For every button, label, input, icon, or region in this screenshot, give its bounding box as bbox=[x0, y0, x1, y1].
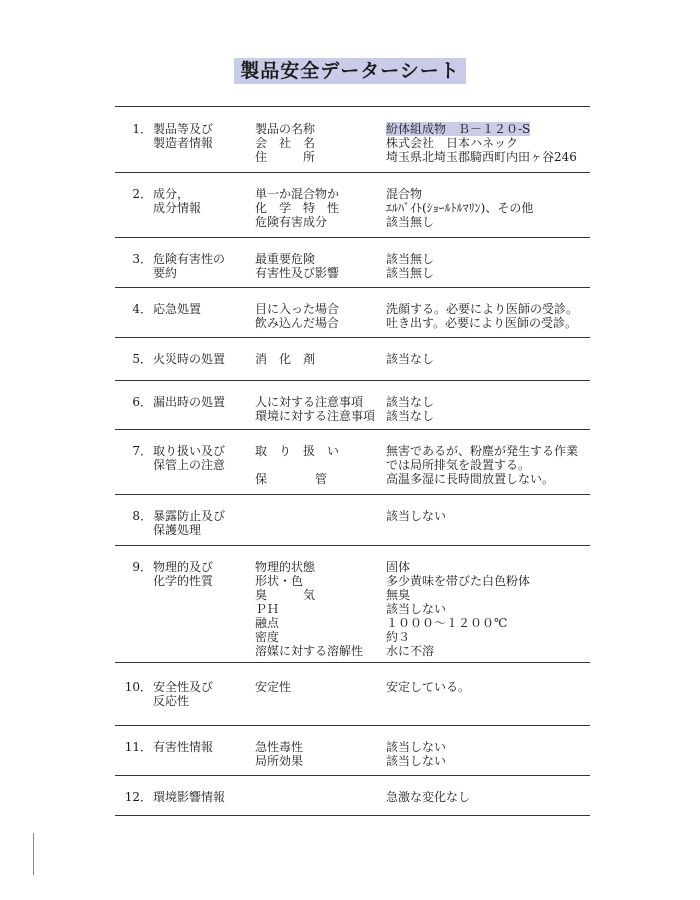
section-heading: 物理的及び 化学的性質 bbox=[153, 560, 214, 588]
item-label: 環境に対する注意事項 bbox=[255, 409, 376, 423]
item-value: 多少黄味を帯びた白色粉体 bbox=[386, 574, 531, 588]
section-heading: 火災時の処置 bbox=[153, 352, 226, 366]
scan-edge-mark bbox=[33, 833, 34, 875]
item-value: 約３ bbox=[386, 630, 411, 644]
item-value: 安定している。 bbox=[386, 680, 471, 694]
section-heading: 取り扱い及び 保管上の注意 bbox=[153, 444, 226, 472]
item-labels bbox=[255, 252, 339, 280]
item-value: 固体 bbox=[386, 560, 411, 574]
item-value: 該当無し bbox=[386, 215, 435, 229]
title-wrap bbox=[0, 58, 700, 84]
item-label: 溶媒に対する溶解性 bbox=[255, 644, 364, 658]
divider-line bbox=[115, 775, 590, 776]
item-label: 有害性及び影響 bbox=[255, 266, 340, 280]
item-values bbox=[386, 680, 470, 694]
item-value: 該当しない bbox=[386, 754, 447, 768]
product-name-value: 紛体組成物 Ｂ－１２０-S bbox=[386, 122, 531, 136]
item-values bbox=[386, 252, 434, 280]
item-labels bbox=[255, 352, 315, 366]
item-value: 無臭 bbox=[386, 588, 411, 602]
item-labels bbox=[255, 680, 291, 694]
item-label: 保 管 bbox=[255, 472, 328, 486]
divider-line bbox=[115, 287, 590, 288]
section-number: 6． bbox=[132, 395, 152, 409]
item-values bbox=[386, 790, 470, 804]
item-value: 埼玉県北埼玉郡騎西町内田ヶ谷246 bbox=[386, 150, 577, 164]
section-number: 12． bbox=[124, 790, 152, 804]
item-value: 吐き出す。必要により医師の受診。 bbox=[386, 316, 578, 330]
item-value: 該当しない bbox=[386, 740, 447, 754]
item-value: 高温多湿に長時間放置しない。 bbox=[386, 472, 555, 486]
section-number: 3． bbox=[132, 252, 152, 266]
divider-line bbox=[115, 237, 590, 238]
section-heading: 有害性情報 bbox=[153, 740, 214, 754]
item-value-line bbox=[386, 122, 577, 136]
item-values bbox=[386, 187, 533, 229]
item-label: 化 学 特 性 bbox=[255, 201, 340, 215]
section-heading: 製品等及び 製造者情報 bbox=[153, 122, 214, 150]
item-value: 株式会社 日本ハネック bbox=[386, 136, 519, 150]
item-label: 形状・色 bbox=[255, 574, 304, 588]
item-labels bbox=[255, 560, 363, 658]
item-value: 急激な変化なし bbox=[386, 790, 471, 804]
divider-line bbox=[115, 106, 590, 107]
item-labels bbox=[255, 302, 339, 330]
item-value: ｴﾙﾊﾞｲﾄ(ｼｮｰﾙﾄﾙﾏﾘﾝ)、その他 bbox=[386, 201, 534, 215]
item-label bbox=[255, 458, 339, 472]
section-heading: 漏出時の処置 bbox=[153, 395, 226, 409]
item-value: では局所排気を設置する。 bbox=[386, 458, 531, 472]
item-value: 該当なし bbox=[386, 352, 435, 366]
item-value: 無害であるが、粉塵が発生する作業 bbox=[386, 444, 579, 458]
item-labels bbox=[255, 122, 315, 164]
item-label: 急性毒性 bbox=[255, 740, 304, 754]
item-label: 臭 気 bbox=[255, 588, 316, 602]
item-value: 洗顔する。必要により医師の受診。 bbox=[386, 302, 579, 316]
item-label: ＰＨ bbox=[255, 602, 280, 616]
item-value: １０００～１２００℃ bbox=[386, 616, 508, 630]
section-number: 2． bbox=[132, 187, 152, 201]
item-values bbox=[386, 740, 446, 768]
item-label: 局所効果 bbox=[255, 754, 304, 768]
item-label: 消 化 剤 bbox=[255, 352, 316, 366]
item-label: 取 り 扱 い bbox=[255, 444, 340, 458]
item-label: 危険有害成分 bbox=[255, 215, 328, 229]
divider-line bbox=[115, 380, 590, 381]
item-label: 密度 bbox=[255, 630, 280, 644]
section-number: 8． bbox=[132, 509, 152, 523]
item-value: 該当なし bbox=[386, 395, 435, 409]
document-title: 製品安全データーシート bbox=[234, 58, 466, 84]
item-label: 会 社 名 bbox=[255, 136, 316, 150]
item-values bbox=[386, 302, 578, 330]
item-label: 人に対する注意事項 bbox=[255, 395, 364, 409]
item-label: 物理的状態 bbox=[255, 560, 316, 574]
item-value: 該当なし bbox=[386, 409, 435, 423]
divider-line bbox=[115, 337, 590, 338]
divider-line bbox=[115, 725, 590, 726]
item-value: 該当しない bbox=[386, 602, 447, 616]
item-label: 目に入った場合 bbox=[255, 302, 340, 316]
item-value: 該当しない bbox=[386, 509, 447, 523]
section-heading: 環境影響情報 bbox=[153, 790, 226, 804]
divider-line bbox=[115, 545, 590, 546]
section-heading: 安全性及び 反応性 bbox=[153, 680, 214, 708]
item-values bbox=[386, 560, 530, 658]
item-values bbox=[386, 444, 578, 486]
item-label: 飲み込んだ場合 bbox=[255, 316, 340, 330]
section-number: 11． bbox=[124, 740, 152, 754]
item-label: 安定性 bbox=[255, 680, 292, 694]
divider-line bbox=[115, 815, 590, 816]
item-values bbox=[386, 395, 434, 423]
section-heading: 危険有害性の 要約 bbox=[153, 252, 226, 280]
item-label: 単一か混合物か bbox=[255, 187, 340, 201]
divider-line bbox=[115, 662, 590, 663]
item-labels bbox=[255, 444, 339, 486]
item-value: 混合物 bbox=[386, 187, 423, 201]
item-label: 最重要危険 bbox=[255, 252, 316, 266]
item-value: 該当無し bbox=[386, 252, 435, 266]
item-values bbox=[386, 352, 434, 366]
section-number: 4． bbox=[132, 302, 152, 316]
section-number: 9． bbox=[132, 560, 152, 574]
item-values bbox=[386, 509, 446, 523]
section-heading: 暴露防止及び 保護処理 bbox=[153, 509, 226, 537]
section-heading: 成分， 成分情報 bbox=[153, 187, 202, 215]
item-labels bbox=[255, 395, 375, 423]
divider-line bbox=[115, 494, 590, 495]
section-heading: 応急処置 bbox=[153, 302, 202, 316]
item-label: 製品の名称 bbox=[255, 122, 316, 136]
divider-line bbox=[115, 429, 590, 430]
section-number: 1． bbox=[132, 122, 152, 136]
item-values bbox=[386, 122, 577, 164]
item-labels bbox=[255, 740, 303, 768]
section-number: 5． bbox=[132, 352, 152, 366]
item-labels bbox=[255, 187, 339, 229]
item-value: 該当無し bbox=[386, 266, 435, 280]
item-label: 住 所 bbox=[255, 150, 316, 164]
item-label: 融点 bbox=[255, 616, 280, 630]
divider-line bbox=[115, 172, 590, 173]
item-value: 水に不溶 bbox=[386, 644, 435, 658]
section-number: 10． bbox=[124, 680, 152, 694]
section-number: 7． bbox=[132, 444, 152, 458]
